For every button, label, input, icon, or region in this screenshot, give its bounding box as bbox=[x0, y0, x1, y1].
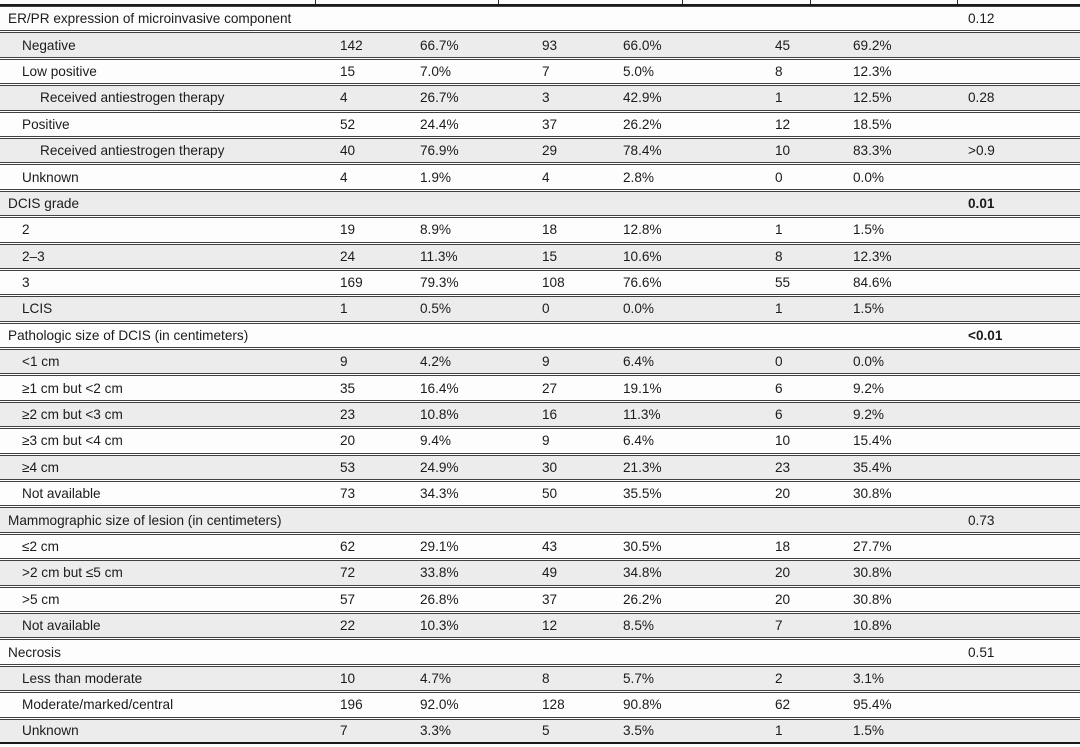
percent-col2: 90.8% bbox=[623, 697, 662, 713]
percent-col1: 10.3% bbox=[420, 618, 459, 634]
percent-col3: 84.6% bbox=[853, 275, 892, 291]
percent-col3: 0.0% bbox=[853, 169, 884, 185]
count-col2: 37 bbox=[542, 591, 558, 607]
percent-col2: 35.5% bbox=[623, 486, 662, 502]
percent-col1: 34.3% bbox=[420, 486, 459, 502]
data-row bbox=[0, 719, 1080, 744]
p-value: >0.9 bbox=[968, 143, 995, 159]
p-value: <0.01 bbox=[968, 327, 1003, 343]
row-label: <1 cm bbox=[22, 354, 60, 370]
count-col3: 1 bbox=[775, 723, 783, 739]
percent-col2: 2.8% bbox=[623, 169, 654, 185]
row-label: Received antiestrogen therapy bbox=[40, 90, 225, 106]
data-row bbox=[0, 296, 1080, 321]
row-label: ≥2 cm but <3 cm bbox=[22, 407, 123, 423]
count-col2: 0 bbox=[542, 301, 550, 317]
count-col2: 27 bbox=[542, 380, 558, 396]
count-col2: 9 bbox=[542, 354, 550, 370]
row-label: ER/PR expression of microinvasive component bbox=[8, 11, 292, 27]
percent-col3: 30.8% bbox=[853, 486, 892, 502]
data-row bbox=[0, 481, 1080, 506]
count-col1: 53 bbox=[340, 459, 356, 475]
percent-col1: 11.3% bbox=[420, 248, 458, 264]
percent-col1: 16.4% bbox=[420, 380, 459, 396]
table-body bbox=[0, 6, 1080, 744]
count-col3: 62 bbox=[775, 697, 791, 713]
count-col2: 15 bbox=[542, 248, 558, 264]
percent-col2: 10.6% bbox=[623, 248, 662, 264]
count-col3: 1 bbox=[775, 90, 783, 106]
count-col3: 7 bbox=[775, 618, 783, 634]
data-row bbox=[0, 217, 1080, 242]
row-label: Received antiestrogen therapy bbox=[40, 143, 225, 159]
percent-col2: 11.3% bbox=[623, 407, 661, 423]
percent-col3: 83.3% bbox=[853, 143, 892, 159]
percent-col3: 9.2% bbox=[853, 407, 884, 423]
count-col2: 50 bbox=[542, 486, 558, 502]
percent-col3: 1.5% bbox=[853, 222, 884, 238]
count-col2: 8 bbox=[542, 670, 550, 686]
percent-col1: 66.7% bbox=[420, 37, 459, 53]
data-row bbox=[0, 560, 1080, 585]
count-col3: 1 bbox=[775, 222, 783, 238]
count-col1: 73 bbox=[340, 486, 356, 502]
percent-col1: 33.8% bbox=[420, 565, 459, 581]
percent-col2: 5.0% bbox=[623, 63, 654, 79]
data-row bbox=[0, 59, 1080, 84]
row-label: ≤2 cm bbox=[22, 539, 59, 554]
count-col2: 37 bbox=[542, 116, 558, 132]
p-value: 0.73 bbox=[968, 512, 995, 528]
percent-col3: 15.4% bbox=[853, 433, 892, 449]
count-col1: 22 bbox=[340, 618, 356, 634]
count-col2: 128 bbox=[542, 697, 565, 713]
count-col1: 4 bbox=[340, 169, 348, 185]
percent-col2: 8.5% bbox=[623, 618, 654, 634]
count-col2: 12 bbox=[542, 618, 558, 634]
count-col1: 19 bbox=[340, 222, 356, 238]
count-col1: 62 bbox=[340, 539, 356, 554]
percent-col2: 76.6% bbox=[623, 275, 662, 291]
percent-col3: 27.7% bbox=[853, 539, 892, 554]
data-row bbox=[0, 270, 1080, 295]
count-col3: 10 bbox=[775, 143, 791, 159]
data-row bbox=[0, 402, 1080, 427]
row-label: Mammographic size of lesion (in centimeters) bbox=[8, 512, 282, 528]
data-row bbox=[0, 428, 1080, 453]
count-col3: 6 bbox=[775, 407, 783, 423]
data-row bbox=[0, 138, 1080, 163]
count-col3: 18 bbox=[775, 539, 791, 554]
count-col2: 29 bbox=[542, 143, 558, 159]
section-row bbox=[0, 507, 1080, 532]
percent-col2: 26.2% bbox=[623, 116, 662, 132]
percent-col2: 3.5% bbox=[623, 723, 654, 739]
row-label: DCIS grade bbox=[8, 195, 80, 211]
row-label: Moderate/marked/central bbox=[22, 697, 174, 713]
count-col2: 18 bbox=[542, 222, 558, 238]
percent-col2: 30.5% bbox=[623, 539, 662, 554]
section-row bbox=[0, 639, 1080, 664]
count-col3: 8 bbox=[775, 248, 783, 264]
percent-col2: 6.4% bbox=[623, 433, 654, 449]
percent-col2: 42.9% bbox=[623, 90, 662, 106]
percent-col3: 10.8% bbox=[853, 618, 892, 634]
percent-col3: 1.5% bbox=[853, 301, 884, 317]
data-row bbox=[0, 244, 1080, 269]
row-label: Less than moderate bbox=[22, 670, 143, 686]
count-col1: 10 bbox=[340, 670, 356, 686]
count-col3: 0 bbox=[775, 169, 783, 185]
count-col1: 35 bbox=[340, 380, 356, 396]
p-value: 0.51 bbox=[968, 644, 995, 660]
percent-col3: 12.5% bbox=[853, 90, 892, 106]
count-col2: 30 bbox=[542, 459, 558, 475]
data-row bbox=[0, 375, 1080, 400]
percent-col3: 35.4% bbox=[853, 459, 892, 475]
count-col3: 0 bbox=[775, 354, 783, 370]
column-divider bbox=[957, 0, 958, 4]
count-col3: 12 bbox=[775, 116, 791, 132]
percent-col1: 1.9% bbox=[420, 169, 451, 185]
data-row bbox=[0, 455, 1080, 480]
row-label: Unknown bbox=[22, 169, 79, 185]
count-col1: 72 bbox=[340, 565, 356, 581]
count-col3: 8 bbox=[775, 63, 783, 79]
count-col1: 1 bbox=[340, 301, 348, 317]
percent-col1: 9.4% bbox=[420, 433, 451, 449]
count-col1: 4 bbox=[340, 90, 348, 106]
percent-col3: 95.4% bbox=[853, 697, 892, 713]
row-label: ≥1 cm but <2 cm bbox=[22, 380, 123, 396]
cropped-row-sliver bbox=[0, 0, 1080, 6]
percent-col1: 26.8% bbox=[420, 591, 459, 607]
percent-col1: 24.9% bbox=[420, 459, 459, 475]
count-col1: 23 bbox=[340, 407, 356, 423]
percent-col3: 12.3% bbox=[853, 63, 892, 79]
data-row bbox=[0, 85, 1080, 110]
count-col3: 45 bbox=[775, 37, 791, 53]
count-col3: 2 bbox=[775, 670, 783, 686]
count-col3: 1 bbox=[775, 301, 783, 317]
row-label: Not available bbox=[22, 486, 101, 502]
count-col2: 43 bbox=[542, 539, 558, 554]
percent-col1: 10.8% bbox=[420, 407, 459, 423]
p-value: 0.01 bbox=[968, 195, 995, 211]
row-label: Negative bbox=[22, 37, 76, 53]
section-row bbox=[0, 191, 1080, 216]
count-col3: 10 bbox=[775, 433, 791, 449]
count-col1: 20 bbox=[340, 433, 356, 449]
row-label: 2–3 bbox=[22, 248, 45, 264]
data-row bbox=[0, 32, 1080, 57]
percent-col2: 34.8% bbox=[623, 565, 662, 581]
row-label: Positive bbox=[22, 116, 70, 132]
data-row bbox=[0, 164, 1080, 189]
data-row bbox=[0, 587, 1080, 612]
row-label: Low positive bbox=[22, 63, 97, 79]
column-divider bbox=[315, 0, 316, 4]
count-col1: 142 bbox=[340, 37, 363, 53]
percent-col1: 0.5% bbox=[420, 301, 451, 317]
row-label: >5 cm bbox=[22, 591, 60, 607]
count-col2: 16 bbox=[542, 407, 558, 423]
row-label: Unknown bbox=[22, 723, 79, 739]
percent-col1: 4.2% bbox=[420, 354, 451, 370]
percent-col2: 66.0% bbox=[623, 37, 662, 53]
percent-col2: 5.7% bbox=[623, 670, 654, 686]
count-col2: 5 bbox=[542, 723, 550, 739]
count-col1: 52 bbox=[340, 116, 356, 132]
percent-col2: 12.8% bbox=[623, 222, 662, 238]
percent-col2: 19.1% bbox=[623, 380, 662, 396]
section-row bbox=[0, 323, 1080, 348]
row-label: 2 bbox=[22, 222, 30, 238]
percent-col3: 30.8% bbox=[853, 591, 892, 607]
count-col1: 57 bbox=[340, 591, 356, 607]
percent-col3: 30.8% bbox=[853, 565, 892, 581]
row-label: 3 bbox=[22, 275, 30, 291]
percent-col3: 18.5% bbox=[853, 116, 892, 132]
count-col1: 169 bbox=[340, 275, 363, 291]
count-col3: 20 bbox=[775, 565, 791, 581]
data-row bbox=[0, 692, 1080, 717]
count-col3: 23 bbox=[775, 459, 791, 475]
percent-col3: 3.1% bbox=[853, 670, 884, 686]
percent-col2: 78.4% bbox=[623, 143, 662, 159]
row-label: >2 cm but ≤5 cm bbox=[22, 565, 123, 581]
percent-col3: 1.5% bbox=[853, 723, 884, 739]
data-row bbox=[0, 613, 1080, 638]
column-divider bbox=[498, 0, 499, 4]
column-divider bbox=[682, 0, 683, 4]
percent-col1: 92.0% bbox=[420, 697, 459, 713]
count-col2: 3 bbox=[542, 90, 550, 106]
row-label: LCIS bbox=[22, 301, 53, 317]
percent-col2: 26.2% bbox=[623, 591, 662, 607]
count-col3: 6 bbox=[775, 380, 783, 396]
percent-col3: 9.2% bbox=[853, 380, 884, 396]
count-col2: 108 bbox=[542, 275, 565, 291]
percent-col1: 29.1% bbox=[420, 539, 459, 554]
p-value: 0.28 bbox=[968, 90, 995, 106]
count-col3: 20 bbox=[775, 591, 791, 607]
count-col3: 55 bbox=[775, 275, 791, 291]
count-col1: 9 bbox=[340, 354, 348, 370]
data-row bbox=[0, 112, 1080, 137]
percent-col2: 6.4% bbox=[623, 354, 654, 370]
count-col1: 15 bbox=[340, 63, 356, 79]
percent-col1: 3.3% bbox=[420, 723, 451, 739]
count-col1: 196 bbox=[340, 697, 363, 713]
p-value: 0.12 bbox=[968, 11, 995, 27]
percent-col3: 0.0% bbox=[853, 354, 884, 370]
percent-col1: 26.7% bbox=[420, 90, 459, 106]
count-col2: 7 bbox=[542, 63, 550, 79]
row-label: ≥4 cm bbox=[22, 459, 59, 475]
percent-col1: 4.7% bbox=[420, 670, 451, 686]
percent-col1: 8.9% bbox=[420, 222, 451, 238]
percent-col3: 12.3% bbox=[853, 248, 892, 264]
percent-col3: 69.2% bbox=[853, 37, 892, 53]
count-col2: 4 bbox=[542, 169, 550, 185]
row-label: ≥3 cm but <4 cm bbox=[22, 433, 123, 449]
count-col1: 24 bbox=[340, 248, 356, 264]
row-label: Pathologic size of DCIS (in centimeters) bbox=[8, 327, 249, 343]
data-row bbox=[0, 534, 1080, 559]
row-label: Not available bbox=[22, 618, 101, 634]
percent-col2: 21.3% bbox=[623, 459, 662, 475]
percent-col1: 76.9% bbox=[420, 143, 459, 159]
column-divider bbox=[810, 0, 811, 4]
count-col2: 93 bbox=[542, 37, 558, 53]
percent-col1: 7.0% bbox=[420, 63, 451, 79]
section-row bbox=[0, 6, 1080, 31]
percent-col1: 79.3% bbox=[420, 275, 459, 291]
count-col2: 49 bbox=[542, 565, 558, 581]
count-col2: 9 bbox=[542, 433, 550, 449]
count-col1: 7 bbox=[340, 723, 348, 739]
row-label: Necrosis bbox=[8, 644, 61, 660]
percent-col2: 0.0% bbox=[623, 301, 654, 317]
data-row bbox=[0, 666, 1080, 691]
percent-col1: 24.4% bbox=[420, 116, 459, 132]
count-col1: 40 bbox=[340, 143, 356, 159]
count-col3: 20 bbox=[775, 486, 791, 502]
data-row bbox=[0, 349, 1080, 374]
